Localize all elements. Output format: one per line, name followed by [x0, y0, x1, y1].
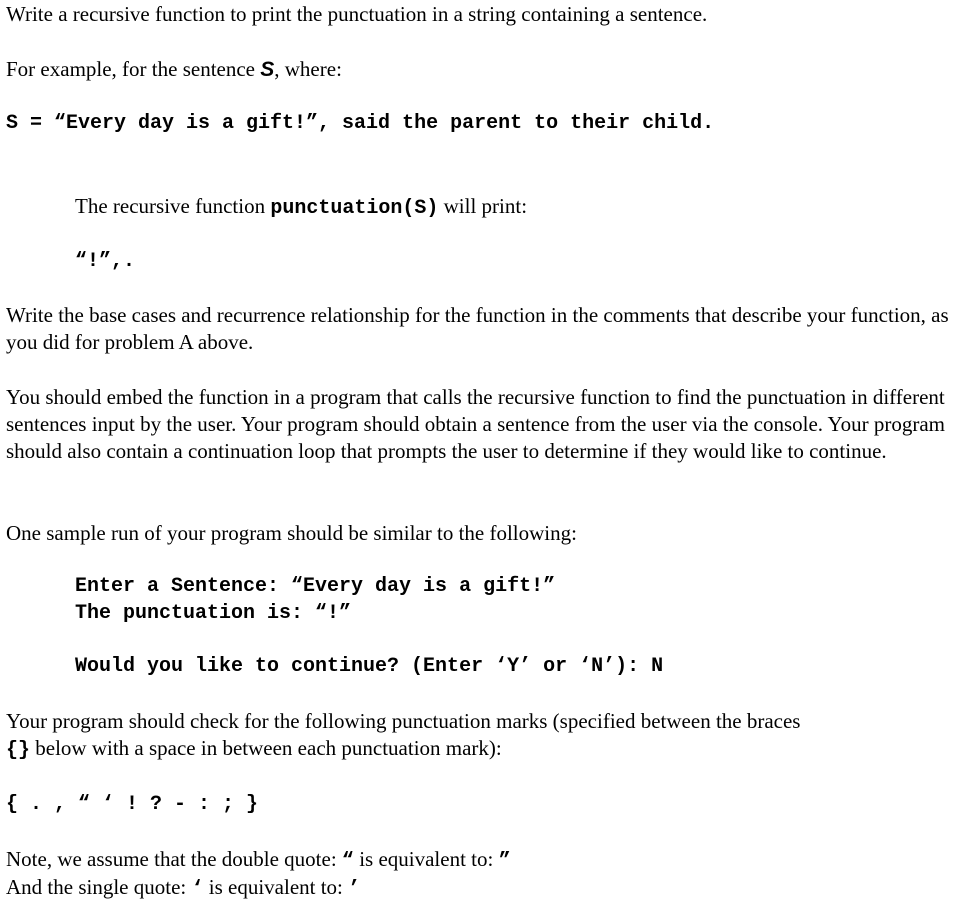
note-single-prefix: And the single quote: — [6, 875, 192, 899]
note-single-line — [6, 874, 360, 903]
note-double-prefix: Note, we assume that the double quote: — [6, 847, 342, 871]
braces-code: {} — [6, 739, 31, 762]
example-prefix: For example, for the sentence — [6, 57, 261, 81]
recursive-line — [75, 193, 527, 222]
example-var: S — [260, 58, 275, 81]
example-suffix: , where: — [274, 57, 342, 81]
double-quote-right: ” — [498, 850, 511, 873]
check-after: below with a space in between each punctuation mark): — [30, 736, 502, 760]
check-line-2 — [6, 735, 502, 764]
punctuation-list: { . , “ ‘ ! ? - : ; } — [6, 793, 259, 816]
sample-line-3: Would you like to continue? (Enter ‘Y’ or ‘N’): N — [75, 655, 664, 678]
recursive-after: will print: — [438, 194, 528, 218]
base-cases-paragraph: Write the base cases and recurrence relationship for the function in the comments that describe your function, as you did for problem A above. — [6, 303, 949, 354]
output-code: “!”,. — [75, 250, 136, 273]
sample-intro: One sample run of your program should be similar to the following: — [6, 521, 577, 545]
intro-text: Write a recursive function to print the punctuation in a string containing a sentence. — [6, 2, 708, 26]
check-line-1: Your program should check for the following punctuation marks (specified between the braces — [6, 709, 801, 733]
recursive-before: The recursive function — [75, 194, 271, 218]
sample-line-2: The punctuation is: “!” — [75, 602, 352, 625]
note-double-line — [6, 846, 511, 875]
note-double-mid: is equivalent to: — [353, 847, 499, 871]
double-quote-left: “ — [341, 850, 354, 873]
single-quote-right: ’ — [348, 878, 361, 901]
example-line — [6, 56, 342, 83]
recursive-code: punctuation(S) — [270, 197, 439, 220]
embed-paragraph: You should embed the function in a program that calls the recursive function to find the punctuation in different sentences input by the user. Your program should obtain a sentence from the user via the console. Your program should also contain a continuation loop that prompts the user to determine if they would like to continue. — [6, 385, 945, 463]
note-single-mid: is equivalent to: — [203, 875, 349, 899]
sentence-code: S = “Every day is a gift!”, said the parent to their child. — [6, 112, 715, 135]
sample-line-1: Enter a Sentence: “Every day is a gift!” — [75, 575, 556, 598]
single-quote-left: ‘ — [191, 878, 204, 901]
